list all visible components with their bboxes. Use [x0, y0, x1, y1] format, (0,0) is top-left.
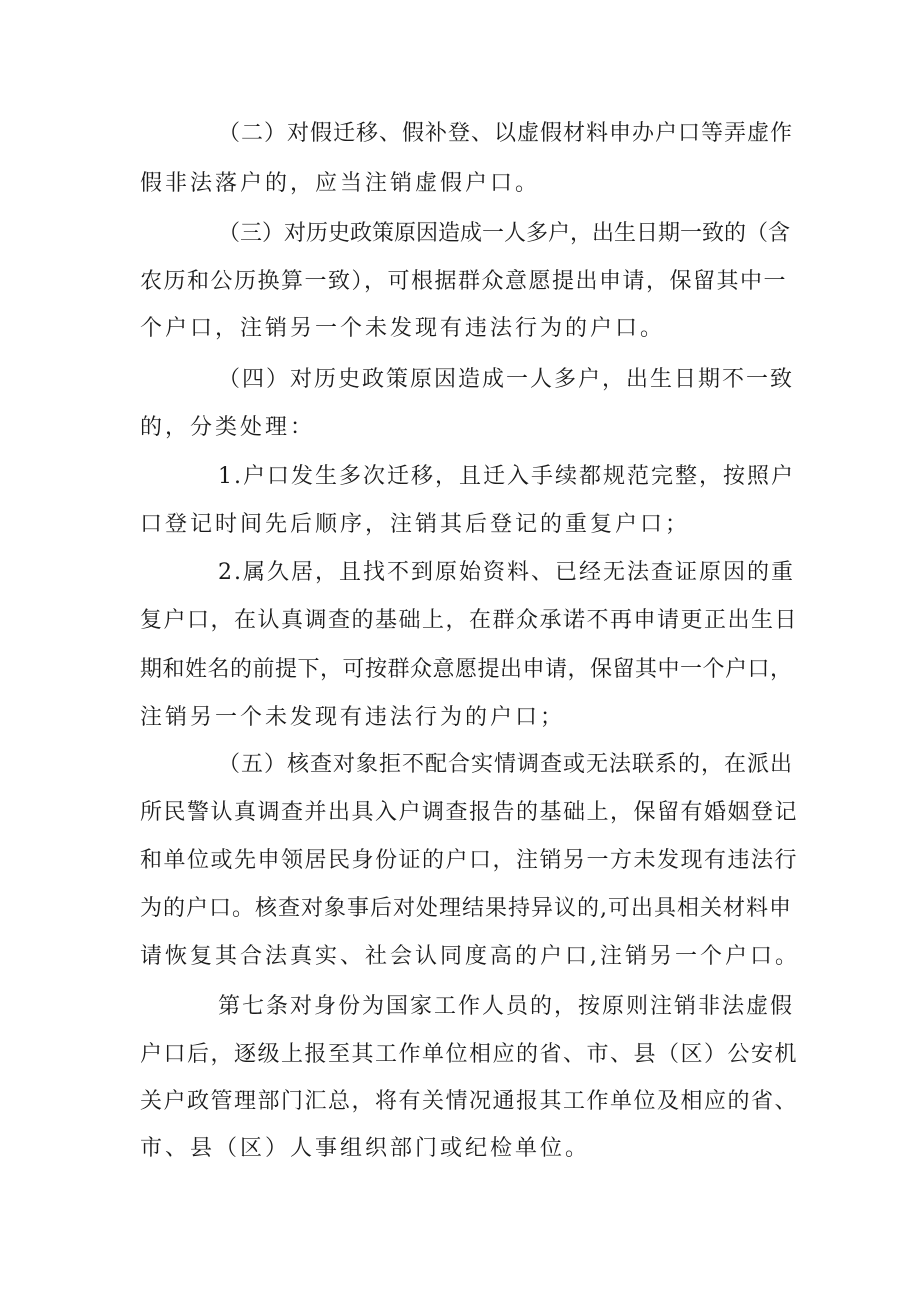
article-7-line-2: 户口后，逐级上报至其工作单位相应的省、市、县（区）公安机 — [140, 1042, 799, 1067]
paragraph-5-line-1: （五）核查对象拒不配合实情调查或无法联系的，在派出 — [218, 752, 794, 777]
item-2-line-1: 2.属久居，且找不到原始资料、已经无法查证原因的重 — [218, 560, 795, 585]
paragraph-5-line-3: 和单位或先申领居民身份证的户口，注销另一方未发现有违法行 — [140, 848, 799, 873]
item-1-line-1: 1.户口发生多次迁移，且迁入手续都规范完整，按照户 — [218, 464, 795, 489]
paragraph-3-line-2: 农历和公历换算一致），可根据群众意愿提出申请，保留其中一 — [140, 269, 788, 294]
paragraph-4-line-2: 的，分类处理： — [140, 415, 316, 440]
article-7-line-1: 第七条对身份为国家工作人员的，按原则注销非法虚假 — [218, 994, 795, 1019]
paragraph-2-line-2: 假非法落户的，应当注销虚假户口。 — [140, 171, 541, 196]
paragraph-3-line-1: （三）对历史政策原因造成一人多户，出生日期一致的（含 — [218, 221, 791, 246]
paragraph-3-line-3: 个户口，注销另一个未发现有违法行为的户口。 — [140, 316, 666, 341]
item-2-line-3: 期和姓名的前提下，可按群众意愿提出申请，保留其中一个户口， — [140, 657, 793, 682]
item-1-line-2: 口登记时间先后顺序，注销其后登记的重复户口； — [140, 512, 691, 537]
item-2-line-4: 注销另一个未发现有违法行为的户口； — [140, 705, 566, 730]
paragraph-2-line-1: （二）对假迁移、假补登、以虚假材料申办户口等弄虚作 — [218, 121, 794, 146]
paragraph-4-line-1: （四）对历史政策原因造成一人多户，出生日期不一致 — [218, 367, 795, 392]
article-7-line-3: 关户政管理部门汇总，将有关情况通报其工作单位及相应的省、 — [140, 1089, 799, 1114]
paragraph-5-line-2: 所民警认真调查并出具入户调查报告的基础上，保留有婚姻登记 — [140, 800, 799, 825]
paragraph-5-line-5: 请恢复其合法真实、社会认同度高的户口,注销另一个户口。 — [140, 944, 800, 969]
paragraph-5-line-4: 为的户口。核查对象事后对处理结果持异议的,可出具相关材料申 — [140, 896, 792, 921]
item-2-line-2: 复户口，在认真调查的基础上，在群众承诺不再申请更正出生日 — [140, 608, 799, 633]
article-7-line-4: 市、县（区）人事组织部门或纪检单位。 — [140, 1136, 591, 1161]
